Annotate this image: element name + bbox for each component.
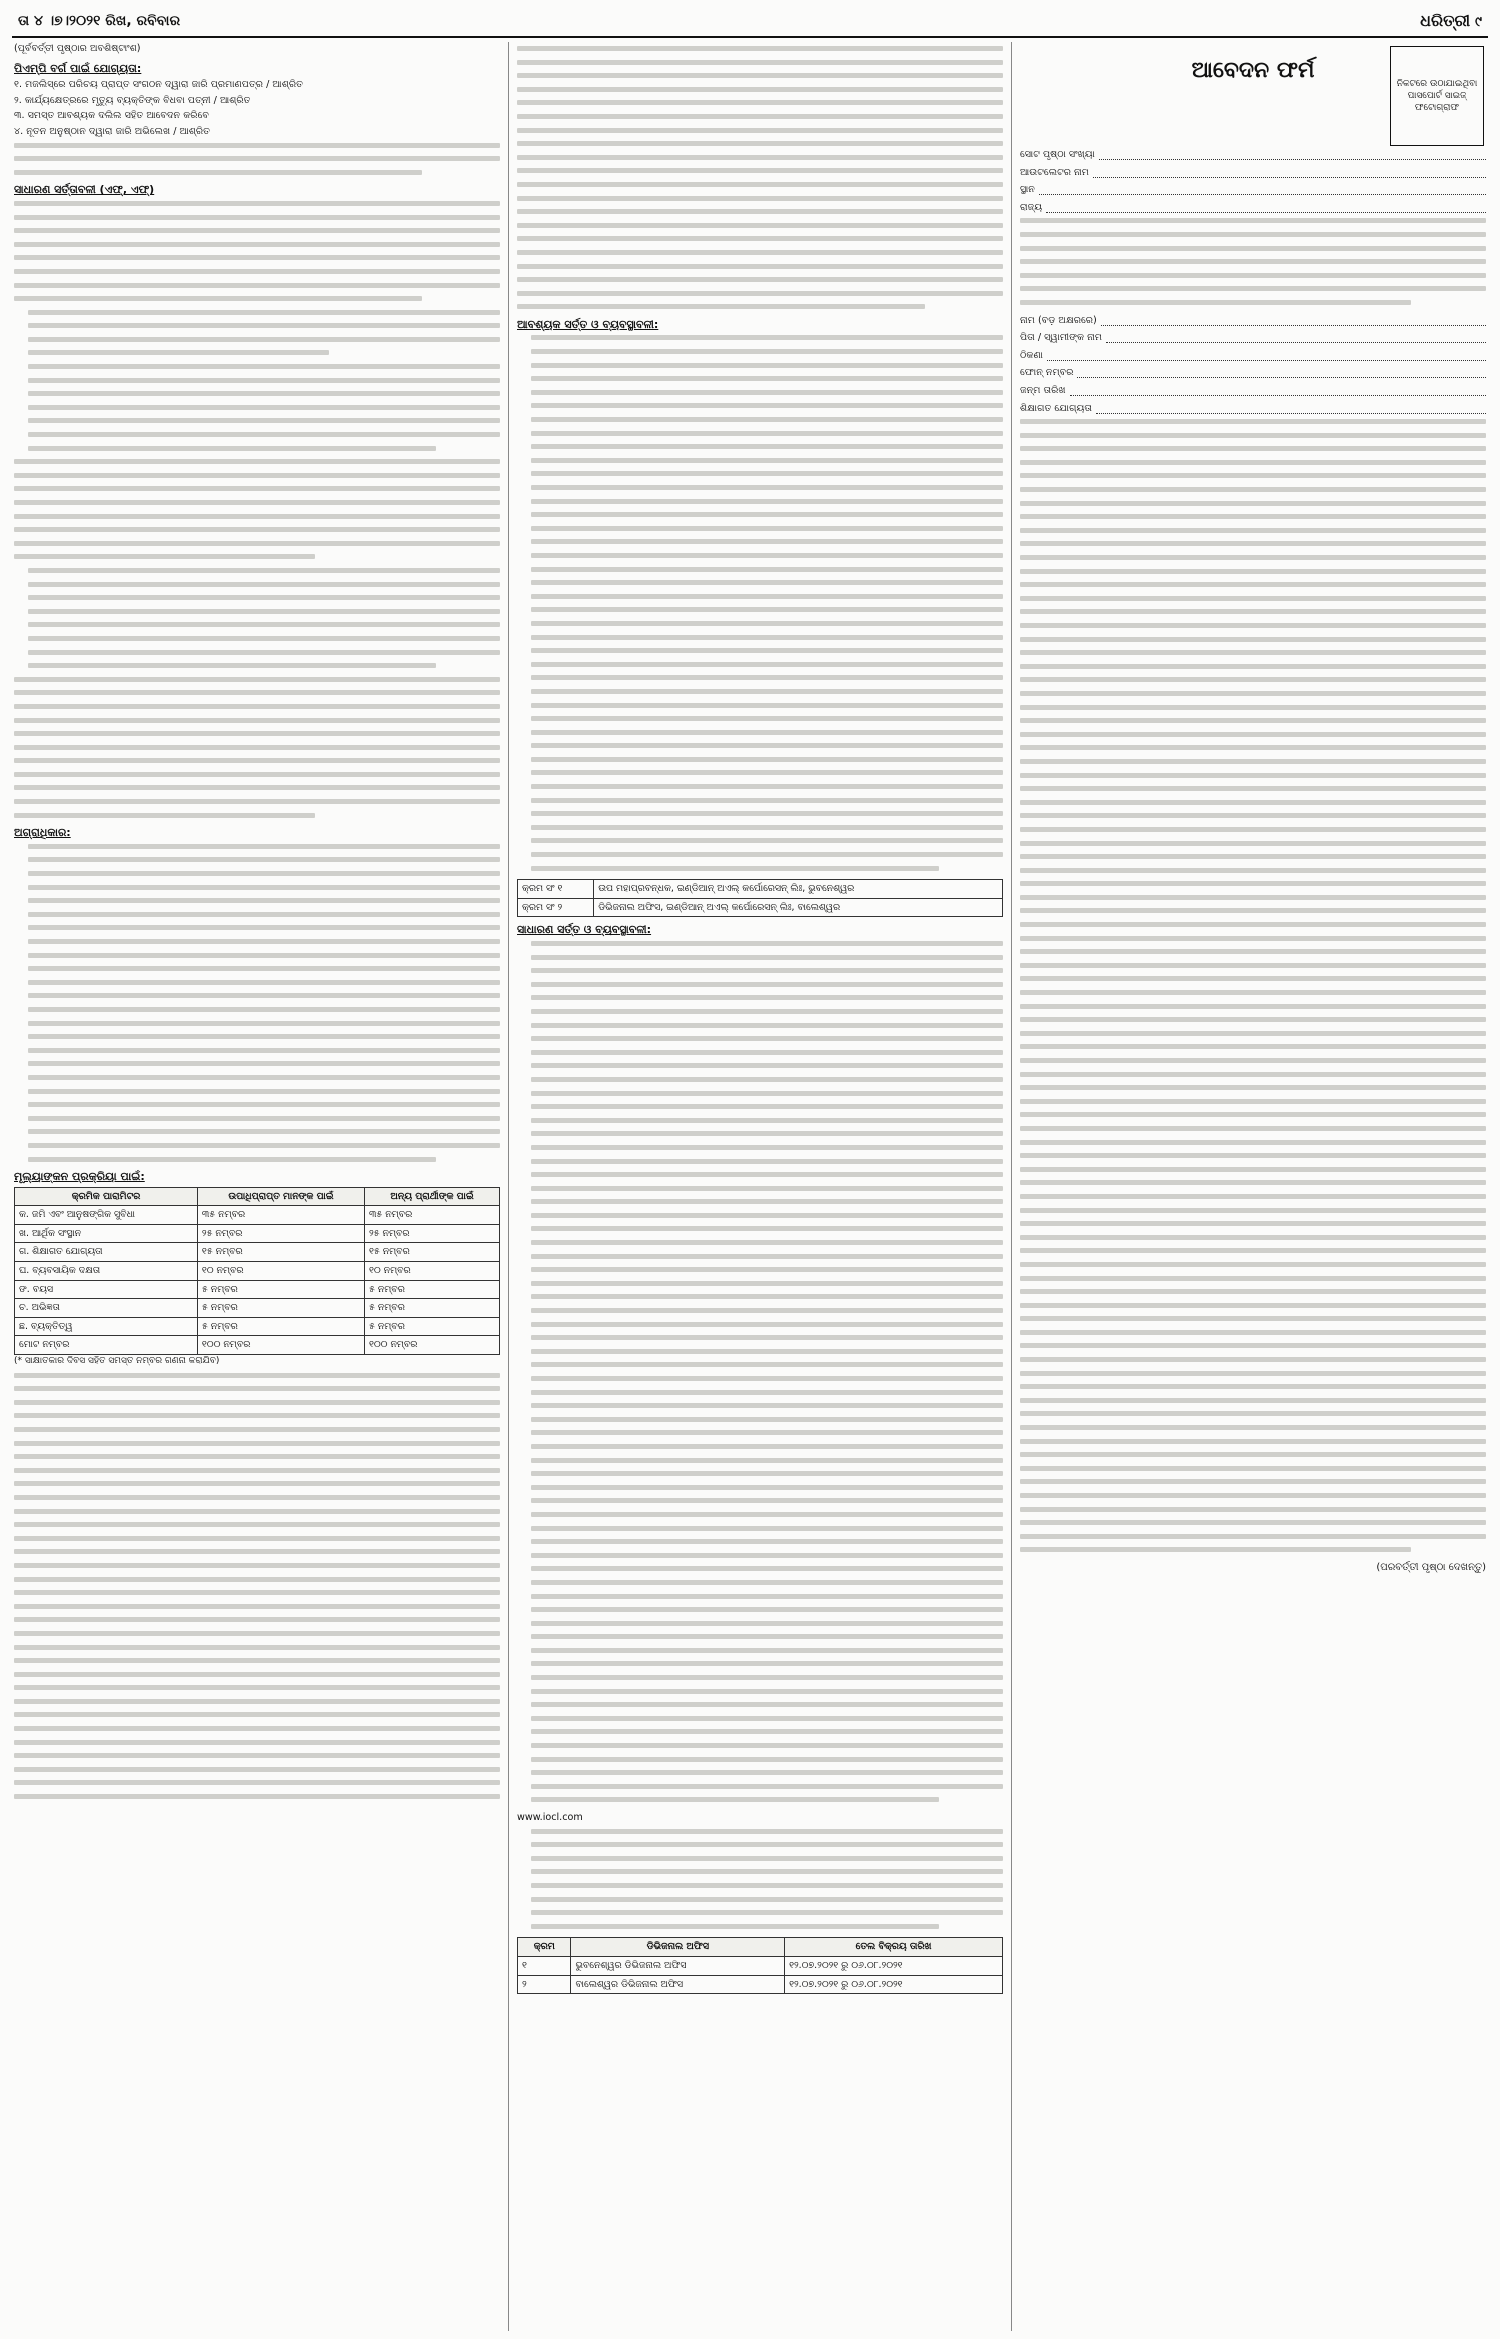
table-header: କ୍ରମିକ ପାରାମିଟର (15, 1187, 198, 1206)
form-field[interactable]: ପିତା / ସ୍ୱାମୀଙ୍କ ନାମ (1020, 331, 1486, 345)
table-footnote: (* ସାକ୍ଷାତକାର ଦିବସ ସହିତ ସମସ୍ତ ନମ୍ବର ଗଣନା କରାଯିବ) (14, 1356, 220, 1367)
photo-box: ନିକଟରେ ଉଠାଯାଇଥିବା ପାସପୋର୍ଟ ସାଇଜ୍ ଫଟୋଗ୍ରାଫ (1390, 46, 1484, 146)
form-field[interactable]: ସ୍ଥାନ (1020, 183, 1486, 197)
date-line: ତା ୪ ।୭।୨୦୨୧ ରିଖ, ରବିବାର (18, 13, 181, 29)
body-text (1020, 419, 1486, 1552)
website-link[interactable]: www.iocl.com (517, 1812, 583, 1823)
table-header: ଡିଭିଜନାଲ ଅଫିସ (571, 1938, 785, 1957)
form-field[interactable]: ନାମ (ବଡ଼ ଅକ୍ଷରରେ) (1020, 314, 1486, 328)
date-table (517, 1937, 1003, 1994)
body-text (517, 1829, 1003, 1929)
table-row: ଖ. ଆର୍ଥିକ ସଂସ୍ଥାନ ୨୫ ନମ୍ବର ୨୫ ନମ୍ବର (15, 1224, 500, 1243)
body-text (517, 941, 1003, 1802)
table-row: କ୍ରମ ସଂ ୧ ଉପ ମହାପ୍ରବନ୍ଧକ, ଇଣ୍ଡିଆନ୍ ଅଏଲ୍ କର୍ପୋରେସନ୍ ଲିଃ, ଭୁବନେଶ୍ୱର (518, 880, 1003, 899)
table-header: କ୍ରମ (518, 1938, 571, 1957)
page-number: ୯ (1475, 14, 1482, 30)
form-title: ଆବେଦନ ଫର୍ମ (1191, 57, 1315, 83)
section-heading: ଅଗ୍ରାଧିକାର: (14, 826, 71, 840)
evaluation-table (14, 1187, 500, 1355)
table-row: ଚ. ଅଭିଜ୍ଞତା ୫ ନମ୍ବର ୫ ନମ୍ବର (15, 1299, 500, 1318)
table-row: ୧ ଭୁବନେଶ୍ୱର ଡିଭିଜନାଲ ଅଫିସ ୧୨.୦୭.୨୦୨୧ ରୁ ୦୬.୦୮.୨୦୨୧ (518, 1956, 1003, 1975)
list-item: ୧. ମଜଲିସ୍‌ରେ ପରିଚୟ ପ୍ରାପ୍ତ ସଂଗଠନ ଦ୍ୱାରା ଜାରି ପ୍ରମାଣପତ୍ର / ଆଶ୍ରିତ (14, 79, 303, 91)
page-header (12, 6, 1488, 38)
form-field[interactable]: ଶିକ୍ଷାଗତ ଯୋଗ୍ୟତା (1020, 402, 1486, 416)
body-text (14, 844, 500, 1162)
list-item: ୩. ସମସ୍ତ ଆବଶ୍ୟକ ଦଲିଲ ସହିତ ଆବେଦନ କରିବେ (14, 110, 209, 122)
table-header: ତେଲ ବିକ୍ରୟ ତାରିଖ (785, 1938, 1003, 1957)
section-heading: ସାଧାରଣ ସର୍ତ୍ତ ଓ ବ୍ୟବସ୍ଥାବଳୀ: (517, 923, 652, 937)
form-field[interactable]: ସୋଟ ପୃଷ୍ଠା ସଂଖ୍ୟା (1020, 148, 1486, 162)
section-heading: ପିଏମ୍‌ପି ବର୍ଗ ପାଇଁ ଯୋଗ୍ୟତା: (14, 61, 142, 75)
body-text (1020, 218, 1486, 305)
body-text (517, 46, 1003, 309)
body-text (517, 335, 1003, 870)
form-field[interactable]: ଜନ୍ମ ତାରିଖ (1020, 384, 1486, 398)
body-text (14, 143, 500, 175)
table-row: ଘ. ବ୍ୟବସାୟିକ ଦକ୍ଷତା ୧୦ ନମ୍ବର ୧୦ ନମ୍ବର (15, 1262, 500, 1281)
section-heading: ସାଧାରଣ ସର୍ତ୍ତାବଳୀ (ଏଫ୍, ଏଫ୍) (14, 183, 155, 197)
continued-note: (ପୂର୍ବବର୍ତ୍ତୀ ପୃଷ୍ଠାର ଅବଶିଷ୍ଟାଂଶ) (14, 43, 141, 54)
body-text (14, 1373, 500, 1799)
table-row: କ୍ରମ ସଂ ୨ ଡିଭିଜନାଲ ଅଫିସ, ଇଣ୍ଡିଆନ୍ ଅଏଲ୍ କର୍ପୋରେସନ୍ ଲିଃ, ବାଲେଶ୍ୱର (518, 898, 1003, 917)
table-row: ଙ. ବୟସ ୫ ନମ୍ବର ୫ ନମ୍ବର (15, 1280, 500, 1299)
section-heading: ଆବଶ୍ୟକ ସର୍ତ୍ତ ଓ ବ୍ୟବସ୍ଥାବଳୀ: (517, 317, 659, 331)
form-field[interactable]: ରାଜ୍ୟ (1020, 201, 1486, 215)
form-field[interactable]: ଆଉଟଲେଟର ନାମ (1020, 166, 1486, 180)
form-field[interactable]: ଠିକଣା (1020, 349, 1486, 363)
section-heading: ମୂଲ୍ୟାଙ୍କନ ପ୍ରକ୍ରିୟା ପାଇଁ: (14, 1170, 145, 1184)
column-1 (14, 42, 509, 2331)
table-row: ଗ. ଶିକ୍ଷାଗତ ଯୋଗ୍ୟତା ୧୫ ନମ୍ବର ୧୫ ନମ୍ବର (15, 1243, 500, 1262)
table-row: ଛ. ବ୍ୟକ୍ତିତ୍ୱ ୫ ନମ୍ବର ୫ ନମ୍ବର (15, 1317, 500, 1336)
column-3-application-form (1020, 42, 1486, 2331)
list-item: ୨. କାର୍ଯ୍ୟକ୍ଷେତ୍ରରେ ମୃତ୍ୟୁ ବ୍ୟକ୍ତିଙ୍କ ବିଧବା ପତ୍ନୀ / ଆଶ୍ରିତ (14, 94, 251, 106)
column-2 (517, 42, 1012, 2331)
table-row: ମୋଟ ନମ୍ବର ୧୦୦ ନମ୍ବର ୧୦୦ ନମ୍ବର (15, 1336, 500, 1355)
table-header: ଉପାଧିପ୍ରାପ୍ତ ମାନଙ୍କ ପାଇଁ (197, 1187, 364, 1206)
list-item: ୪. ନୂତନ ଅନୁଷ୍ଠାନ ଦ୍ୱାରା ଜାରି ଅଭିଲେଖ / ଆଶ୍ରିତ (14, 125, 211, 137)
table-row: ୨ ବାଲେଶ୍ୱର ଡିଭିଜନାଲ ଅଫିସ ୧୨.୦୭.୨୦୨୧ ରୁ ୦୬.୦୮.୨୦୨୧ (518, 1975, 1003, 1994)
table-row: କ. ଜମି ଏବଂ ଆନୁଷଙ୍ଗିକ ସୁବିଧା ୩୫ ନମ୍ବର ୩୫ ନମ୍ବର (15, 1206, 500, 1225)
form-field[interactable]: ଫୋନ୍ ନମ୍ବର (1020, 366, 1486, 380)
table-header: ଅନ୍ୟ ପ୍ରାର୍ଥୀଙ୍କ ପାଇଁ (365, 1187, 500, 1206)
continued-footer: (ପରବର୍ତ୍ତୀ ପୃଷ୍ଠା ଦେଖନ୍ତୁ) (1376, 1561, 1486, 1573)
masthead-logo: ଧରିତ୍ରୀ (1420, 11, 1471, 30)
body-text (14, 201, 500, 818)
office-table (517, 879, 1003, 917)
